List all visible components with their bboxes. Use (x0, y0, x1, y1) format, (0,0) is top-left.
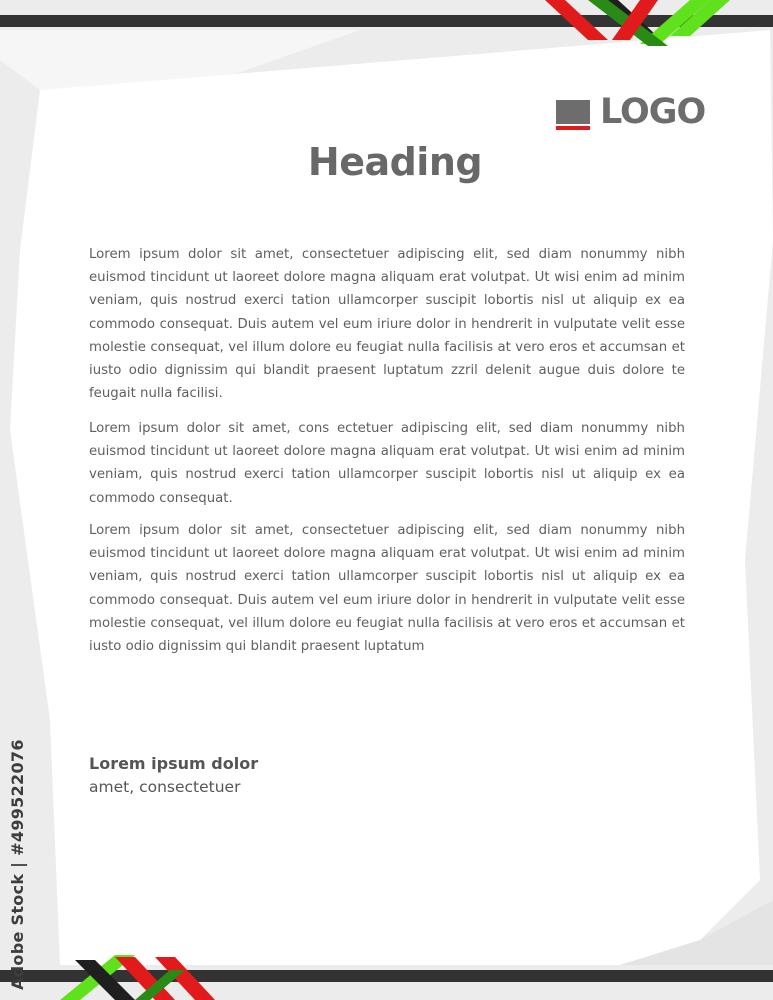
body-paragraph-1: Lorem ipsum dolor sit amet, consectetuer adipiscing elit, sed diam nonummy nibh euismod tincidunt ut laoreet dolore magna aliquam erat volutpat. Ut wisi enim ad minim veniam, quis nostrud exerci tation ullamcorper suscipit lobortis nisl ut aliquip ex ea commodo consequat. Duis autem vel eum iriure dolor in hendrerit in vulputate velit esse molestie consequat, vel illum dolore eu feugiat nulla facilisis at vero eros et accumsan et iusto odio dignissim qui blandit praesent luptatum zzril delenit augue duis dolore te feugait nulla facilisi. (89, 247, 685, 402)
body-paragraph-2: Lorem ipsum dolor sit amet, cons ectetuer adipiscing elit, sed diam nonummy nibh euismod tincidunt ut laoreet dolore magna aliquam erat volutpat. Ut wisi enim ad minim veniam, quis nostrud exerci tation ullamcorper suscipit lobortis nisl ut aliquip ex ea commodo consequat. (89, 421, 685, 506)
logo-mark-icon (556, 100, 590, 130)
bottom-ribbon-decoration (35, 955, 235, 1000)
page-heading: Heading (307, 140, 483, 184)
signature-name: Lorem ipsum dolor (89, 754, 259, 773)
top-ribbon-decoration (540, 0, 730, 46)
signature-line: amet, consectetuer (89, 778, 241, 796)
body-paragraph-3: Lorem ipsum dolor sit amet, consectetuer adipiscing elit, sed diam nonummy nibh euismod tincidunt ut laoreet dolore magna aliquam erat volutpat. Ut wisi enim ad minim veniam, quis nostrud exerci tation ullamcorper suscipit lobortis nisl ut aliquip ex ea commodo consequat. Duis autem vel eum iriure dolor in hendrerit in vulputate velit esse molestie consequat, vel illum dolore eu feugiat nulla facilisis at vero eros et accumsan et iusto odio dignissim qui blandit praesent luptatum (89, 523, 685, 655)
logo-text: LOGO (600, 92, 706, 132)
stock-watermark: Adobe Stock | #499522076 (8, 739, 27, 990)
